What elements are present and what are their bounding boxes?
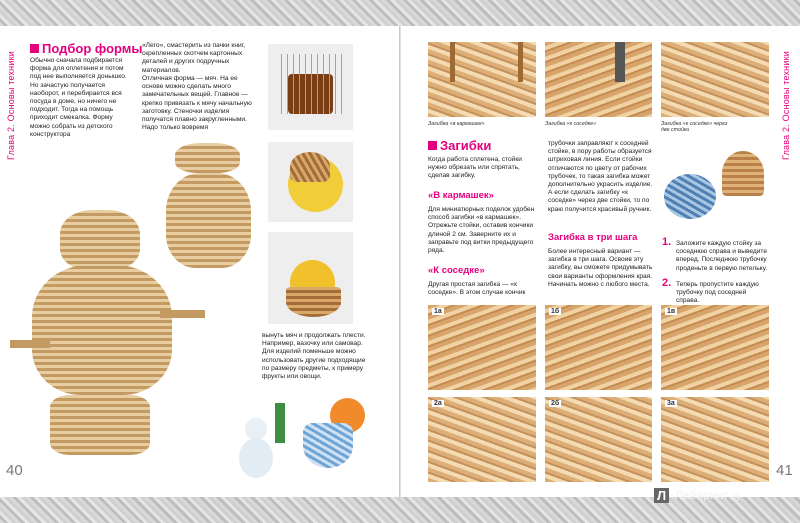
right-side-tab: Глава 2. Основы техники	[781, 51, 791, 160]
left-page-number: 40	[6, 462, 23, 479]
left-col2-text-a: «Лего», смастерить из пачки книг, скрепленных скотчем картонных деталей и других подручных материалов.	[142, 42, 246, 74]
neighbor-fold-photo	[545, 42, 652, 117]
jar-on-form-photo	[268, 44, 353, 130]
left-side-tab: Глава 2. Основы техники	[6, 51, 16, 160]
samovar-left-handle	[10, 340, 50, 348]
step-photo-2b: 2б	[545, 397, 652, 482]
left-col1-text: Обычно сначала подбирается форма для оплетения и потом под нее выполняется донышко. Но зачастую получается наоборот, и перебирается вся посуда в доме, но ничего не подходит. Тогда на помощь приходит смекалка. Форму можно собрать из детского конструктора	[30, 57, 127, 138]
step1-text: Заложите каждую стойку за соседнюю справа и выведите вперед. Последнюю трубочку проденьте в первую петельку.	[676, 240, 768, 272]
three-step-heading: Загибка в три шага	[548, 232, 638, 243]
vase-neck	[175, 143, 240, 173]
right-page-number: 41	[776, 462, 793, 479]
right-title: Загибки	[428, 138, 491, 153]
pocket-text: Для миниатюрных поделок удобен способ загибки «в кармашек». Отрежьте стойки, оставив кончики длиной 2 см. Заверните их и заправьте под витки предыдущего ряда.	[428, 206, 535, 255]
left-title: Подбор формы	[30, 41, 143, 56]
neighbor-text: Другая простая загибка — «к соседке». В этом случае кончик	[428, 281, 526, 297]
step-photo-3a: 3а	[661, 397, 769, 482]
step-photo-1b: 1б	[545, 305, 652, 390]
neighbor-heading: «К соседке»	[428, 265, 485, 276]
samovar-base	[50, 395, 150, 455]
caption-neighbor: Загибка «к соседке»	[545, 121, 597, 127]
samovar-top	[60, 210, 140, 270]
samovar-right-handle	[160, 310, 205, 318]
left-col2-text-b: Отличная форма — мяч. На ее основе можно сделать много замечательных вещей. Главное — крепко привязать к мячу начальную заготовку. Стеночки изделия получатся плавно закругленными. Надо только вовремя	[142, 75, 252, 132]
ball-weaving-photo	[268, 142, 353, 222]
step-photo-2a: 2а	[428, 397, 536, 482]
pocket-fold-photo	[428, 42, 536, 117]
caption-pocket: Загибка «в кармашек»	[428, 121, 485, 127]
step-photo-1a: 1а	[428, 305, 536, 390]
step2-text: Теперь пропустите каждую трубочку под соседней справа.	[676, 281, 759, 305]
step2-number: 2.	[662, 277, 672, 289]
caption-neighbor-two: Загибка «к соседке» через две стойки	[661, 121, 728, 134]
three-step-text: Более интересный вариант — загибка в три шага. Освоив эту загибку, вы сможете придумывать свои варианты оформления края. Начинать можно с любого места.	[548, 248, 653, 288]
labirint-watermark: Лабиринт.ру	[675, 488, 741, 502]
top-wicker-band	[0, 0, 800, 26]
bell-basket-photo	[662, 136, 767, 230]
samovar-body	[32, 265, 172, 395]
neighbor-two-fold-photo	[661, 42, 769, 117]
book-spine	[399, 26, 401, 497]
vase-body	[166, 173, 251, 268]
step1-number: 1.	[662, 236, 672, 248]
right-intro-text: Когда работа сплетена, стойки нужно обрезать или спрятать, сделав загибку.	[428, 156, 522, 180]
pocket-heading: «В кармашек»	[428, 190, 494, 201]
snowman-and-basket-photo	[225, 398, 370, 493]
step-photo-1c: 1в	[661, 305, 769, 390]
left-col3-text: вынуть мяч и продолжать плести. Например, вазочку или самовар. Для изделий поменьше можно использовать другие подходящие по размеру предметы, к примеру фрукты или овощи.	[262, 332, 366, 381]
labirint-logo-icon: Л	[654, 488, 669, 503]
right-col2-text: трубочки заправляют к соседней стойке, в пору работы образуется штриховая линия. Если стойки отличаются по цвету от рабочих трубочек, то такая загибка может дополнительно украсить изделие. А если сделать загибку «к соседке» через две стойки, то по краю получится красивый ручник.	[548, 140, 653, 213]
vase-photo	[160, 138, 260, 278]
ball-basket-photo	[268, 232, 353, 324]
